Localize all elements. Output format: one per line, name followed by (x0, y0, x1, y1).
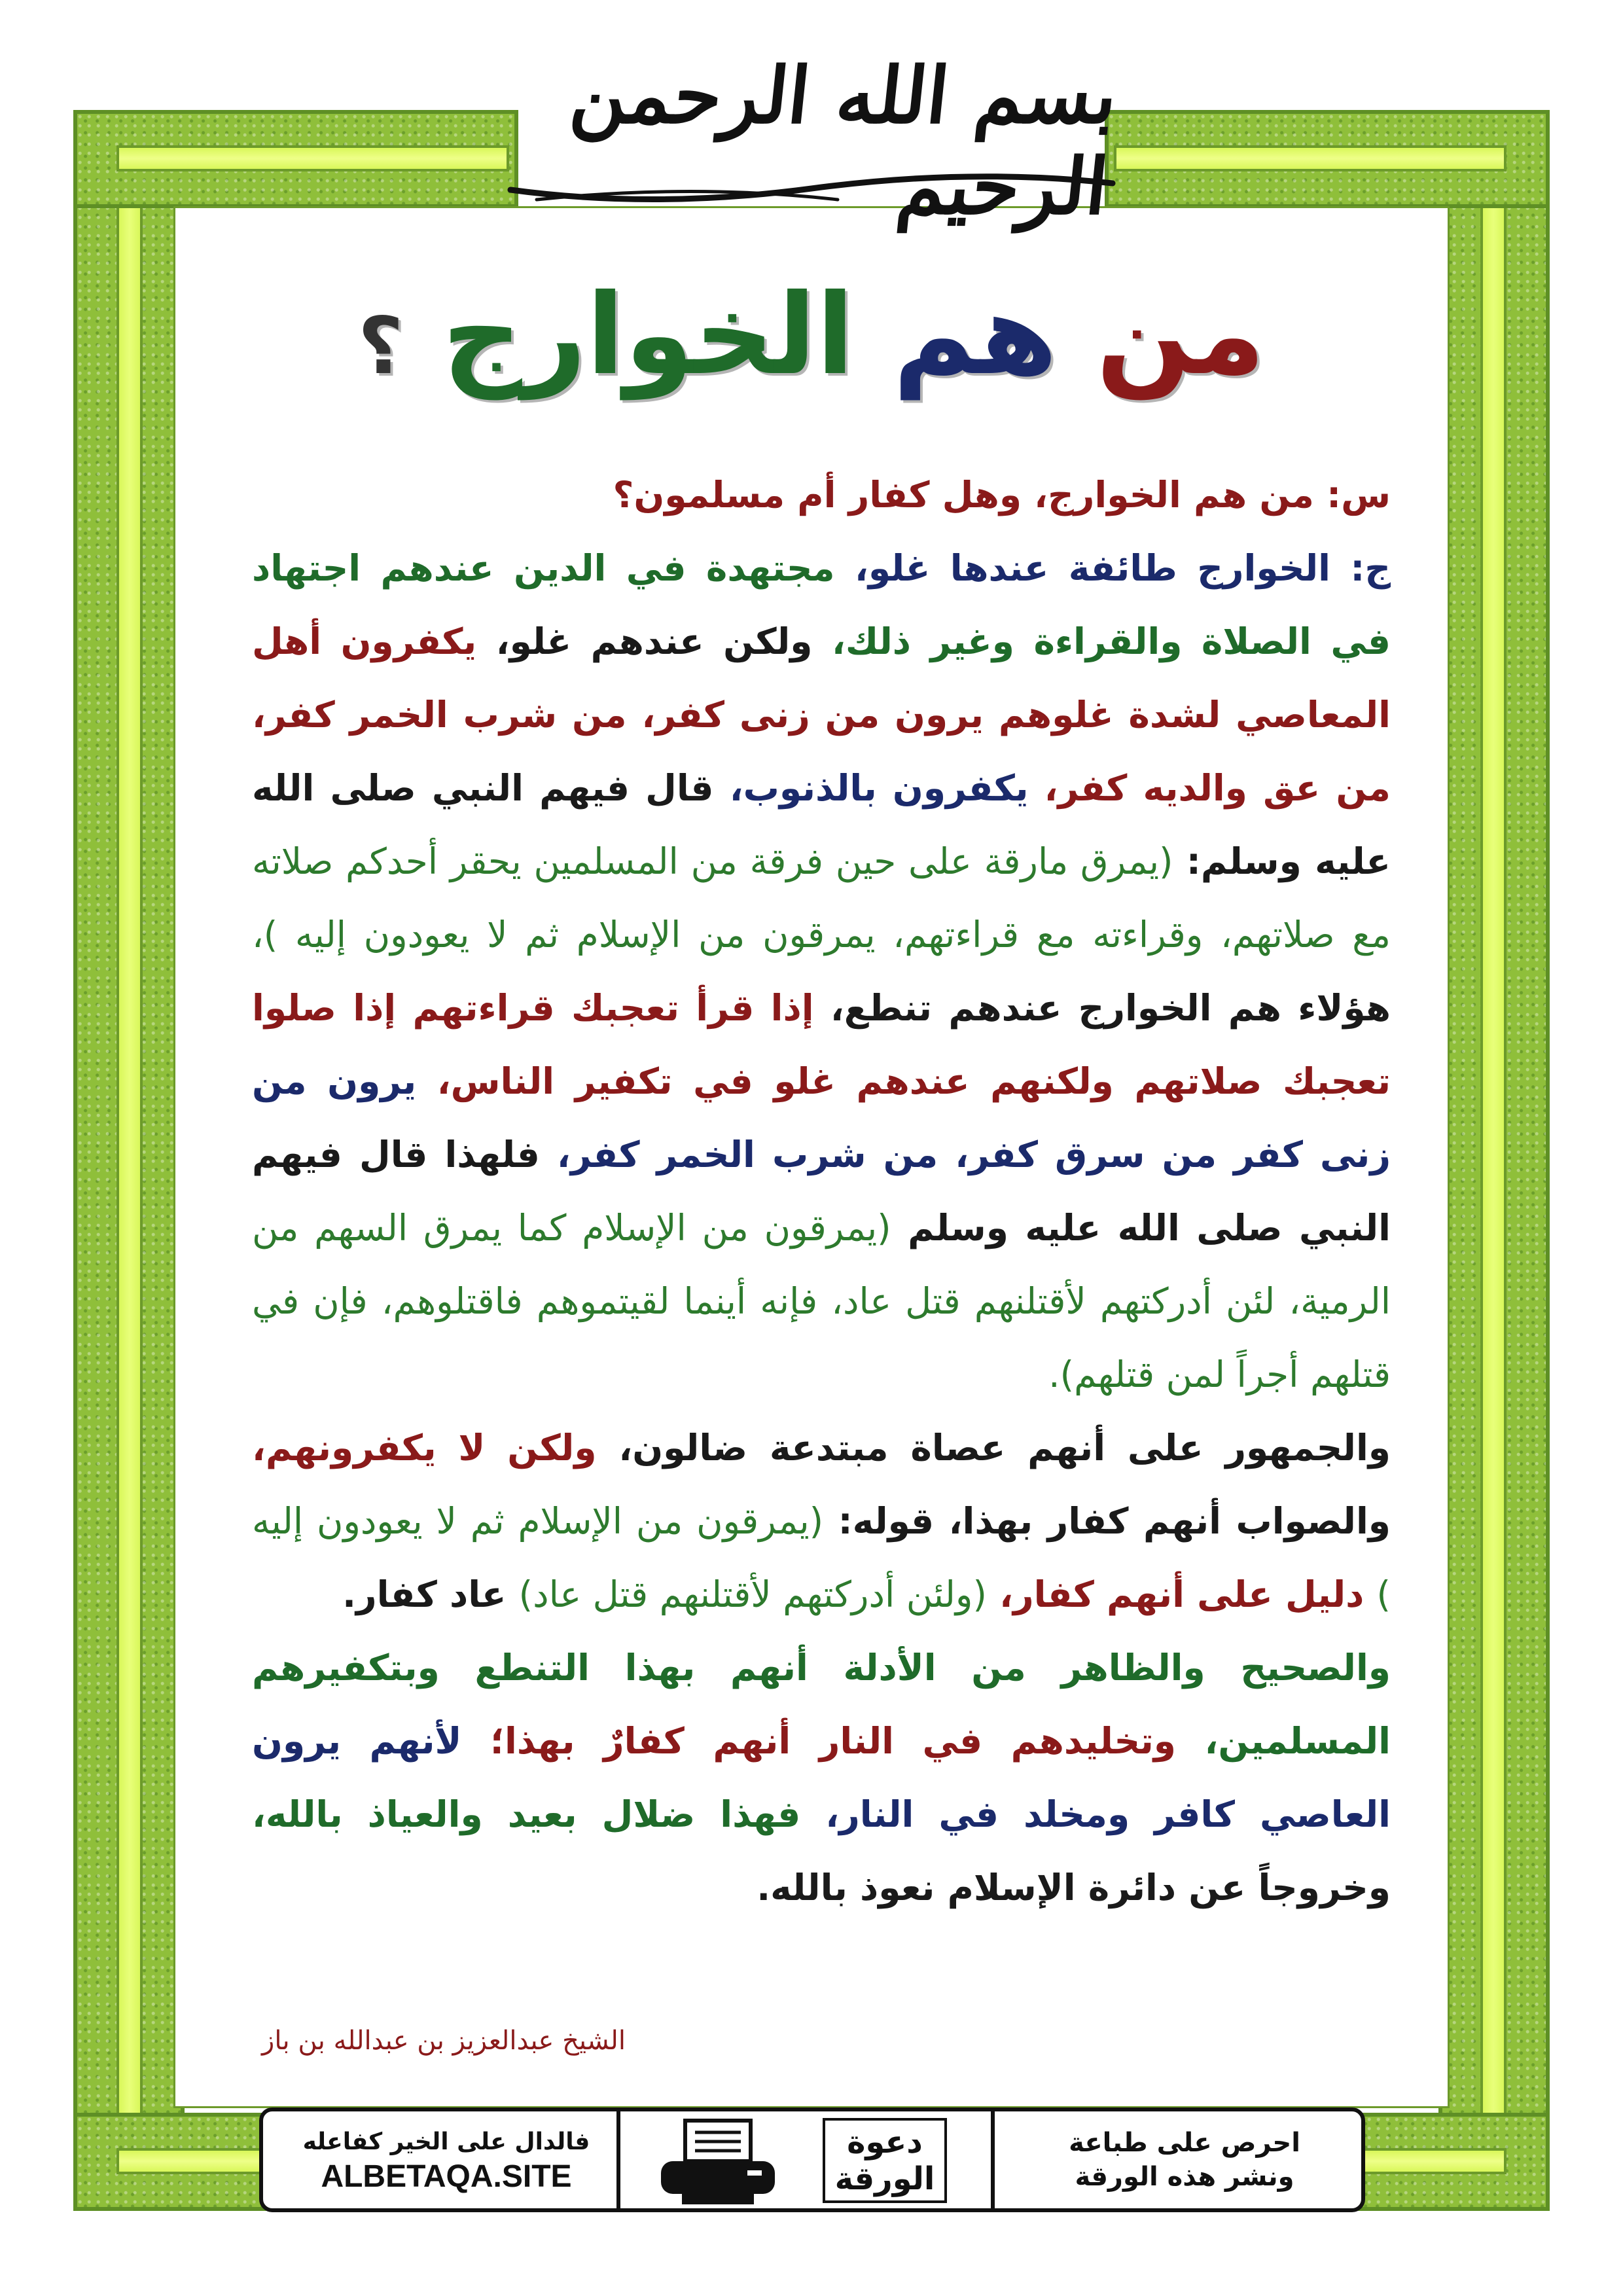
conclusion-s2: وتخليدهم في النار أنهم كفارٌ بهذا؛ (490, 1720, 1176, 1762)
majority-s8: عاد كفار. (342, 1573, 507, 1615)
answer-paragraph (252, 531, 1391, 1411)
page-title (196, 268, 1427, 402)
author-signature: الشيخ عبدالعزيز بن عبدالله بن باز (262, 2026, 626, 2056)
footer-site-link[interactable]: ALBETAQA.SITE (321, 2159, 572, 2194)
frame-left-inner (116, 152, 143, 2168)
answer-s8: هؤلاء هم الخوارج عندهم تنطع، (830, 987, 1391, 1029)
majority-s4: قوله: (838, 1500, 935, 1542)
title-word-2: هم (893, 270, 1058, 400)
footer-divider-2 (616, 2111, 620, 2208)
footer-bar (259, 2108, 1365, 2212)
footer-print-line-2: ونشر هذه الورقة (1075, 2162, 1294, 2192)
conclusion-s5: وخروجاً عن دائرة الإسلام نعوذ بالله. (757, 1867, 1391, 1909)
basmala-flourish-icon (497, 164, 1126, 209)
conclusion-paragraph (252, 1631, 1391, 1924)
majority-s5: (يمرقون من الإسلام ثم لا يعودون إليه ) (252, 1500, 1391, 1615)
footer-print-notice (1047, 2126, 1322, 2194)
question-text: س: من هم الخوارج، وهل كفار أم مسلمون؟ (613, 474, 1391, 516)
logo-line-1: دعوة (847, 2124, 923, 2161)
frame-top-left-inner (116, 145, 509, 171)
answer-s10: يرون من زنى كفر من سرق كفر، من شرب الخمر كفر، (252, 1060, 1391, 1175)
answer-s2: مجتهدة في الدين عندهم اجتهاد في الصلاة والقراءة وغير ذلك، (252, 547, 1391, 662)
printer-icon (656, 2117, 780, 2208)
dawah-logo (823, 2118, 947, 2203)
answer-s9: إذا قرأ تعجبك قراءتهم إذا صلوا تعجبك صلاتهم ولكنهم عندهم غلو في تكفير الناس، (252, 987, 1391, 1102)
title-question-mark: ؟ (357, 301, 404, 392)
article-body (252, 458, 1391, 1924)
footer-site-block (296, 2126, 597, 2195)
majority-s1: والجمهور على أنهم عصاة مبتدعة ضالون، (618, 1427, 1391, 1469)
footer-proverb: فالدال على الخير كفاعله (302, 2128, 590, 2155)
answer-s11: فلهذا قال فيهم النبي صلى الله عليه وسلم (252, 1134, 1391, 1249)
frame-right-inner (1480, 152, 1507, 2168)
majority-s2: ولكن لا يكفرونهم، (252, 1427, 597, 1469)
majority-paragraph (252, 1411, 1391, 1631)
answer-s1: ج: الخوارج طائفة عندها غلو، (854, 547, 1391, 589)
footer-divider (991, 2111, 995, 2208)
basmala-calligraphy: بسم الله الرحمن الرحيم (566, 50, 1122, 232)
answer-s6: قال فيهم النبي صلى الله عليه وسلم: (252, 767, 1391, 882)
answer-s3: ولكن عندهم غلو، (495, 620, 813, 662)
frame-bottom-right-inner (1356, 2148, 1507, 2174)
title-word-3: الخوارج (442, 270, 855, 400)
conclusion-s1: والصحيح والظاهر من الأدلة أنهم بهذا التنطع وبتكفيرهم المسلمين، (252, 1647, 1391, 1762)
hadith-2: (يمرقون من الإسلام كما يمرق السهم من الرمية، لئن أدركتهم لأقتلنهم قتل عاد، فإنه أينما لقيتموهم فاقتلوهم، فإن في قتلهم أجراً لمن قتلهم). (252, 1207, 1391, 1395)
frame-bottom-left-inner (116, 2148, 267, 2174)
answer-s4: يكفرون أهل المعاصي لشدة غلوهم يرون من زنى كفر، من شرب الخمر كفر، من عق والديه كفر، (252, 620, 1391, 809)
conclusion-s3: لأنهم يرون العاصي كافر ومخلد في النار، (252, 1720, 1391, 1835)
hadith-1: (يمرق مارقة على حين فرقة من المسلمين يحقر أحدكم صلاته مع صلاتهم، وقراءته مع قراءتهم، يمرقون من الإسلام ثم لا يعودون إليه )، (252, 840, 1391, 956)
title-word-1: من (1096, 270, 1266, 400)
majority-s7: (ولئن أدركتهم لأقتلنهم قتل عاد) (518, 1573, 987, 1615)
answer-s5: يكفرون بالذنوب، (729, 767, 1029, 809)
question-line (252, 458, 1391, 531)
footer-print-line-1: احرص على طباعة (1069, 2128, 1300, 2158)
frame-top-right-inner (1114, 145, 1507, 171)
majority-s6: دليل على أنهم كفار، (999, 1573, 1364, 1615)
conclusion-s4: فهذا ضلال بعيد والعياذ بالله، (252, 1793, 801, 1835)
logo-line-2: الورقة (834, 2161, 935, 2197)
majority-s3: والصواب أنهم كفار بهذا، (948, 1500, 1391, 1542)
